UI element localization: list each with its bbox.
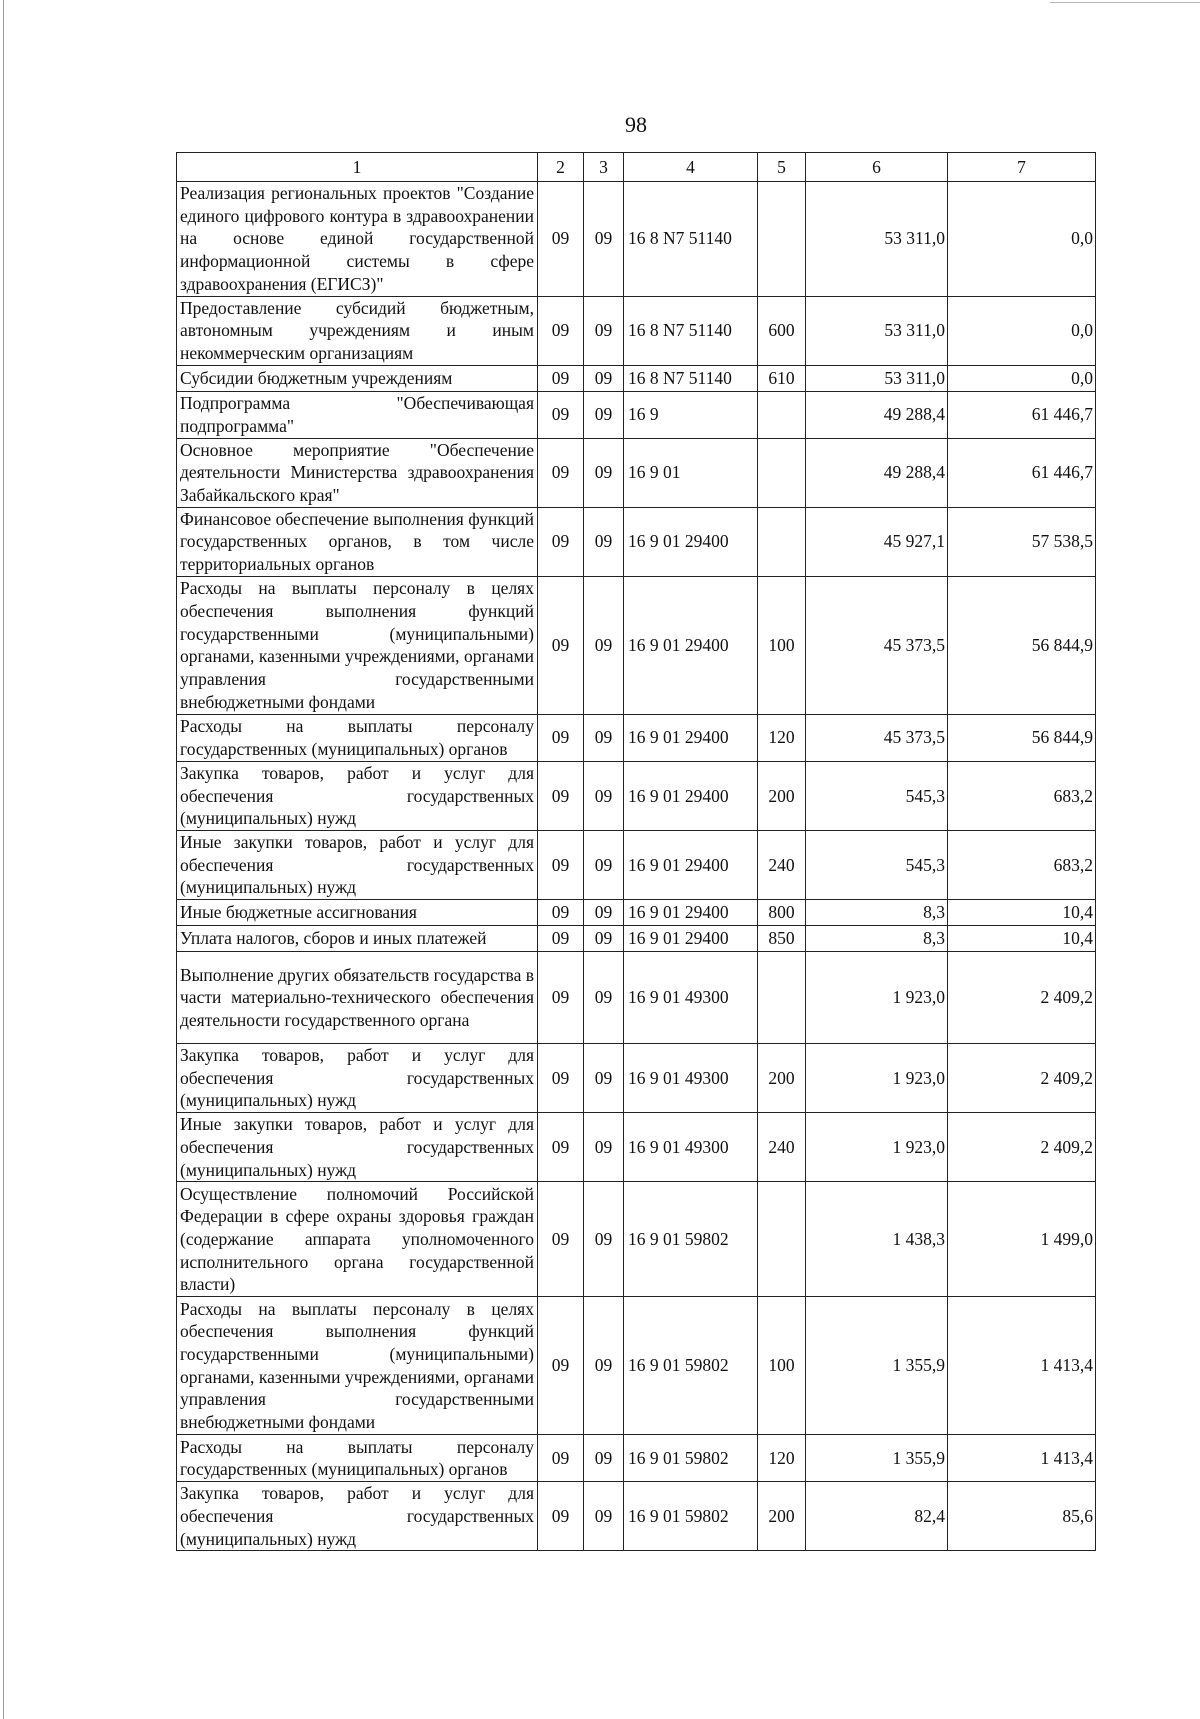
table-row [177, 296, 1096, 365]
target-article-code: 16 8 N7 51140 [624, 365, 758, 391]
amount-col6: 45 927,1 [806, 507, 948, 576]
amount-col7: 1 413,4 [948, 1297, 1096, 1435]
table-row [177, 952, 1096, 1044]
column-header: 3 [584, 153, 624, 182]
amount-col7: 683,2 [948, 830, 1096, 899]
section-code: 09 [538, 438, 584, 507]
amount-col7: 61 446,7 [948, 391, 1096, 438]
subsection-code: 09 [584, 900, 624, 926]
subsection-code: 09 [584, 1182, 624, 1297]
amount-col6: 8,3 [806, 926, 948, 952]
subsection-code: 09 [584, 1482, 624, 1551]
section-code: 09 [538, 1482, 584, 1551]
row-name: Закупка товаров, работ и услуг для обеспечения государственных (муниципальных) нужд [177, 761, 538, 830]
target-article-code: 16 8 N7 51140 [624, 182, 758, 297]
amount-col7: 0,0 [948, 365, 1096, 391]
subsection-code: 09 [584, 714, 624, 761]
row-name: Реализация региональных проектов "Создание единого цифрового контура в здравоохранении на основе единой государственной информационной системы в сфере здравоохранения (ЕГИСЗ)" [177, 182, 538, 297]
table-row [177, 926, 1096, 952]
row-name: Расходы на выплаты персоналу государственных (муниципальных) органов [177, 714, 538, 761]
expense-type-code: 240 [758, 830, 806, 899]
subsection-code: 09 [584, 1113, 624, 1182]
expense-type-code [758, 391, 806, 438]
column-header: 2 [538, 153, 584, 182]
subsection-code: 09 [584, 182, 624, 297]
target-article-code: 16 9 01 29400 [624, 576, 758, 714]
amount-col6: 545,3 [806, 761, 948, 830]
subsection-code: 09 [584, 761, 624, 830]
row-name: Основное мероприятие "Обеспечение деятельности Министерства здравоохранения Забайкальского края" [177, 438, 538, 507]
amount-col6: 53 311,0 [806, 296, 948, 365]
amount-col6: 545,3 [806, 830, 948, 899]
section-code: 09 [538, 365, 584, 391]
amount-col6: 1 355,9 [806, 1435, 948, 1482]
expense-type-code: 200 [758, 761, 806, 830]
section-code: 09 [538, 900, 584, 926]
amount-col6: 45 373,5 [806, 576, 948, 714]
subsection-code: 09 [584, 926, 624, 952]
expense-type-code: 100 [758, 576, 806, 714]
amount-col7: 85,6 [948, 1482, 1096, 1551]
row-name: Иные закупки товаров, работ и услуг для обеспечения государственных (муниципальных) нужд [177, 1113, 538, 1182]
subsection-code: 09 [584, 1044, 624, 1113]
expense-type-code: 850 [758, 926, 806, 952]
amount-col7: 1 413,4 [948, 1435, 1096, 1482]
table-row [177, 1482, 1096, 1551]
column-header: 4 [624, 153, 758, 182]
table-row [177, 438, 1096, 507]
table-row [177, 1182, 1096, 1297]
subsection-code: 09 [584, 1435, 624, 1482]
amount-col6: 53 311,0 [806, 365, 948, 391]
expense-type-code [758, 952, 806, 1044]
column-header: 6 [806, 153, 948, 182]
expense-type-code [758, 1182, 806, 1297]
amount-col7: 56 844,9 [948, 576, 1096, 714]
section-code: 09 [538, 926, 584, 952]
column-header: 7 [948, 153, 1096, 182]
table-row [177, 900, 1096, 926]
amount-col7: 61 446,7 [948, 438, 1096, 507]
subsection-code: 09 [584, 952, 624, 1044]
section-code: 09 [538, 1435, 584, 1482]
table-row [177, 1297, 1096, 1435]
expense-type-code [758, 438, 806, 507]
table-row [177, 830, 1096, 899]
subsection-code: 09 [584, 830, 624, 899]
amount-col7: 2 409,2 [948, 952, 1096, 1044]
scan-edge-top [1050, 2, 1200, 3]
target-article-code: 16 9 01 [624, 438, 758, 507]
amount-col6: 8,3 [806, 900, 948, 926]
section-code: 09 [538, 391, 584, 438]
section-code: 09 [538, 507, 584, 576]
section-code: 09 [538, 1044, 584, 1113]
table-row [177, 576, 1096, 714]
amount-col6: 1 438,3 [806, 1182, 948, 1297]
target-article-code: 16 9 01 59802 [624, 1182, 758, 1297]
page-number: 98 [625, 112, 647, 137]
section-code: 09 [538, 761, 584, 830]
subsection-code: 09 [584, 576, 624, 714]
amount-col7: 2 409,2 [948, 1113, 1096, 1182]
amount-col7: 2 409,2 [948, 1044, 1096, 1113]
section-code: 09 [538, 1297, 584, 1435]
row-name: Расходы на выплаты персоналу в целях обеспечения выполнения функций государственными (муниципальными) органами, казенными учреждениями, органами управления государственными внебюджетными фондами [177, 1297, 538, 1435]
section-code: 09 [538, 576, 584, 714]
table-row [177, 761, 1096, 830]
amount-col7: 0,0 [948, 182, 1096, 297]
expense-type-code: 100 [758, 1297, 806, 1435]
subsection-code: 09 [584, 1297, 624, 1435]
amount-col6: 45 373,5 [806, 714, 948, 761]
target-article-code: 16 9 01 29400 [624, 714, 758, 761]
budget-table [176, 152, 1096, 1551]
table-row [177, 1113, 1096, 1182]
target-article-code: 16 9 01 29400 [624, 830, 758, 899]
row-name: Выполнение других обязательств государства в части материально-технического обеспечения деятельности государственного органа [177, 952, 538, 1044]
target-article-code: 16 9 01 59802 [624, 1297, 758, 1435]
amount-col7: 56 844,9 [948, 714, 1096, 761]
table-row [177, 507, 1096, 576]
amount-col6: 1 923,0 [806, 1044, 948, 1113]
target-article-code: 16 9 01 49300 [624, 1044, 758, 1113]
row-name: Закупка товаров, работ и услуг для обеспечения государственных (муниципальных) нужд [177, 1482, 538, 1551]
row-name: Иные бюджетные ассигнования [177, 900, 538, 926]
amount-col6: 1 355,9 [806, 1297, 948, 1435]
expense-type-code: 610 [758, 365, 806, 391]
section-code: 09 [538, 952, 584, 1044]
subsection-code: 09 [584, 507, 624, 576]
table-row [177, 391, 1096, 438]
target-article-code: 16 9 01 29400 [624, 900, 758, 926]
row-name: Финансовое обеспечение выполнения функций государственных органов, в том числе территориальных органов [177, 507, 538, 576]
expense-type-code [758, 507, 806, 576]
amount-col7: 10,4 [948, 926, 1096, 952]
expense-type-code: 120 [758, 714, 806, 761]
subsection-code: 09 [584, 365, 624, 391]
row-name: Субсидии бюджетным учреждениям [177, 365, 538, 391]
table-row [177, 365, 1096, 391]
section-code: 09 [538, 296, 584, 365]
section-code: 09 [538, 182, 584, 297]
section-code: 09 [538, 830, 584, 899]
section-code: 09 [538, 1182, 584, 1297]
table-row [177, 1435, 1096, 1482]
amount-col6: 1 923,0 [806, 1113, 948, 1182]
amount-col7: 57 538,5 [948, 507, 1096, 576]
amount-col7: 1 499,0 [948, 1182, 1096, 1297]
table-row [177, 1044, 1096, 1113]
target-article-code: 16 9 01 29400 [624, 507, 758, 576]
amount-col6: 53 311,0 [806, 182, 948, 297]
row-name: Расходы на выплаты персоналу в целях обеспечения выполнения функций государственными (муниципальными) органами, казенными учреждениями, органами управления государственными внебюджетными фондами [177, 576, 538, 714]
row-name: Расходы на выплаты персоналу государственных (муниципальных) органов [177, 1435, 538, 1482]
row-name: Осуществление полномочий Российской Федерации в сфере охраны здоровья граждан (содержание аппарата уполномоченного исполнительного органа государственной власти) [177, 1182, 538, 1297]
subsection-code: 09 [584, 391, 624, 438]
target-article-code: 16 9 [624, 391, 758, 438]
row-name: Закупка товаров, работ и услуг для обеспечения государственных (муниципальных) нужд [177, 1044, 538, 1113]
expense-type-code [758, 182, 806, 297]
expense-type-code: 240 [758, 1113, 806, 1182]
subsection-code: 09 [584, 296, 624, 365]
row-name: Уплата налогов, сборов и иных платежей [177, 926, 538, 952]
target-article-code: 16 9 01 59802 [624, 1435, 758, 1482]
scan-edge-left [3, 0, 4, 1719]
expense-type-code: 600 [758, 296, 806, 365]
subsection-code: 09 [584, 438, 624, 507]
amount-col7: 10,4 [948, 900, 1096, 926]
target-article-code: 16 9 01 49300 [624, 952, 758, 1044]
section-code: 09 [538, 714, 584, 761]
target-article-code: 16 9 01 59802 [624, 1482, 758, 1551]
amount-col7: 0,0 [948, 296, 1096, 365]
column-header: 1 [177, 153, 538, 182]
table-row [177, 182, 1096, 297]
expense-type-code: 200 [758, 1482, 806, 1551]
amount-col6: 49 288,4 [806, 438, 948, 507]
target-article-code: 16 8 N7 51140 [624, 296, 758, 365]
row-name: Иные закупки товаров, работ и услуг для обеспечения государственных (муниципальных) нужд [177, 830, 538, 899]
row-name: Подпрограмма "Обеспечивающая подпрограмма" [177, 391, 538, 438]
row-name: Предоставление субсидий бюджетным, автономным учреждениям и иным некоммерческим организациям [177, 296, 538, 365]
target-article-code: 16 9 01 29400 [624, 761, 758, 830]
target-article-code: 16 9 01 49300 [624, 1113, 758, 1182]
expense-type-code: 120 [758, 1435, 806, 1482]
expense-type-code: 800 [758, 900, 806, 926]
expense-type-code: 200 [758, 1044, 806, 1113]
target-article-code: 16 9 01 29400 [624, 926, 758, 952]
section-code: 09 [538, 1113, 584, 1182]
amount-col6: 82,4 [806, 1482, 948, 1551]
amount-col6: 49 288,4 [806, 391, 948, 438]
column-header: 5 [758, 153, 806, 182]
amount-col6: 1 923,0 [806, 952, 948, 1044]
table-row [177, 714, 1096, 761]
amount-col7: 683,2 [948, 761, 1096, 830]
table-header-row [177, 153, 1096, 182]
